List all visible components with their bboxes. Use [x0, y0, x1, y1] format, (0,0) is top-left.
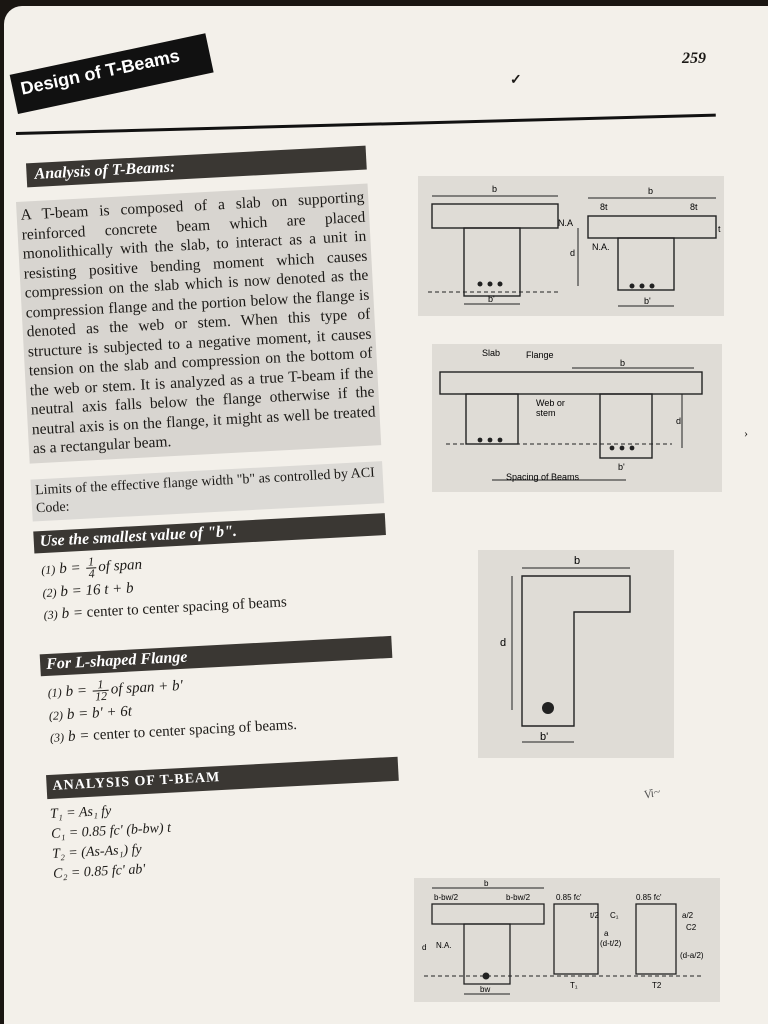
fig2-flange: Flange — [526, 350, 554, 360]
text-column — [14, 146, 403, 885]
equations — [48, 786, 404, 884]
fig2-spacing: Spacing of Beams — [506, 472, 580, 482]
fig2-bprime: b' — [618, 462, 625, 472]
figure-analysis — [414, 878, 720, 1002]
fig1-bprime2: b' — [644, 296, 651, 306]
fig3-b: b — [574, 555, 581, 567]
fig4-fc1: 0.85 fc' — [556, 893, 582, 902]
book-page — [4, 6, 768, 1024]
smallest-value-heading: Use the smallest value of "b". — [33, 513, 386, 553]
fig4-fc2: 0.85 fc' — [636, 893, 662, 902]
fig3-d: d — [500, 637, 507, 649]
fig4-b: b — [484, 879, 489, 888]
fig4-a2: a/2 — [682, 911, 694, 920]
fig1-b: b — [492, 184, 498, 194]
fig2-stem: stem — [536, 408, 556, 418]
fig4-bbw2: b-bw/2 — [506, 893, 531, 902]
fig1-t: t — [718, 224, 721, 234]
fig1-na2: N.A. — [592, 242, 610, 252]
fig2-d: d — [676, 416, 682, 426]
fig1-na: N.A — [558, 218, 574, 228]
fig2-b: b — [620, 358, 626, 368]
fraction: $\frac{1}{4}$ — [87, 553, 96, 581]
fig1-bprime: b' — [488, 294, 495, 304]
fraction: $\frac{1}{12}$ — [92, 678, 109, 702]
margin-mark: › — [744, 426, 748, 440]
equation: C₁ = 0.85 fc' (b-bw) t — [50, 820, 172, 842]
fig4-na: N.A. — [436, 941, 452, 950]
fig4-a: a — [604, 929, 609, 938]
fig4-t2: t/2 — [590, 911, 599, 920]
fig4-da2: (d-a/2) — [680, 951, 704, 960]
chapter-title: Design of T-Beams — [10, 33, 214, 114]
fig4-t2b: T2 — [652, 981, 662, 990]
tbeam-rules — [35, 541, 390, 626]
rule-item: (2) b = b' + 6t — [48, 703, 133, 723]
fig4-c1: C₁ — [610, 911, 619, 920]
limits-text: Limits of the effective flange width "b" as controlled by ACI Code: — [31, 461, 385, 521]
lshape-heading: For L-shaped Flange — [40, 635, 393, 675]
equation: T₁ = As₁ fy — [49, 803, 112, 822]
rule-item: (1) b = $\frac{1}{12}$ of span + b' — [47, 676, 184, 704]
margin-scribble: Vi~ — [642, 784, 662, 802]
lshape-rules — [41, 663, 396, 748]
figure-tbeam-sections — [418, 176, 724, 316]
pen-mark: ✓ — [510, 73, 522, 88]
rule-item: (2) b = 16 t + b — [42, 579, 134, 600]
fig1-8t-b: 8t — [690, 202, 698, 212]
fig2-slab: Slab — [482, 348, 501, 358]
analysis-heading: ANALYSIS OF T-BEAM — [46, 756, 399, 798]
fig4-bw: bw — [480, 985, 491, 994]
section-title: Analysis of T-Beams: — [26, 146, 367, 188]
fig3-bprime: b' — [540, 731, 549, 743]
fig1-b2: b — [648, 186, 654, 196]
rule-item: (1) b = $\frac{1}{4}$ of span — [40, 553, 143, 581]
figure-l-section — [478, 550, 674, 758]
equation: T₂ = (As-As₁) fy — [51, 841, 143, 862]
figure-slab-beams — [432, 344, 722, 492]
fig2-web: Web or — [536, 398, 565, 408]
fig1-d: d — [570, 248, 576, 258]
equation: C₂ = 0.85 fc' ab' — [52, 861, 146, 882]
rule-item: (3) b = center to center spacing of beams. — [49, 716, 298, 745]
chapter-rule — [16, 114, 716, 135]
fig4-bbw1: b-bw/2 — [434, 893, 459, 902]
fig1-8t-a: 8t — [600, 202, 608, 212]
intro-paragraph: A T-beam is composed of a slab on supporting reinforced concrete beam which are placed monolithically with the slab, to interact as a unit in resisting positive bending moment which causes compression on the slab which is now denoted as the compression flange and the portion below the flange is denoted as the web or stem. When this type of structure is subjected to a negative moment, it causes tension on the slab and compression on the bottom of the web or stem. It is analyzed as a true T-beam if the neutral axis falls below the flange otherwise if the neutral axis is on the flange, it might as well be treated as a rectangular beam. — [16, 184, 381, 464]
page-number: 259 — [682, 50, 706, 67]
rule-item: (3) b = center to center spacing of beams — [43, 593, 288, 622]
fig4-d: d — [422, 943, 427, 952]
fig4-t1: T₁ — [570, 981, 578, 990]
fig4-dt2: (d-t/2) — [600, 939, 622, 948]
fig4-c2: C2 — [686, 923, 697, 932]
